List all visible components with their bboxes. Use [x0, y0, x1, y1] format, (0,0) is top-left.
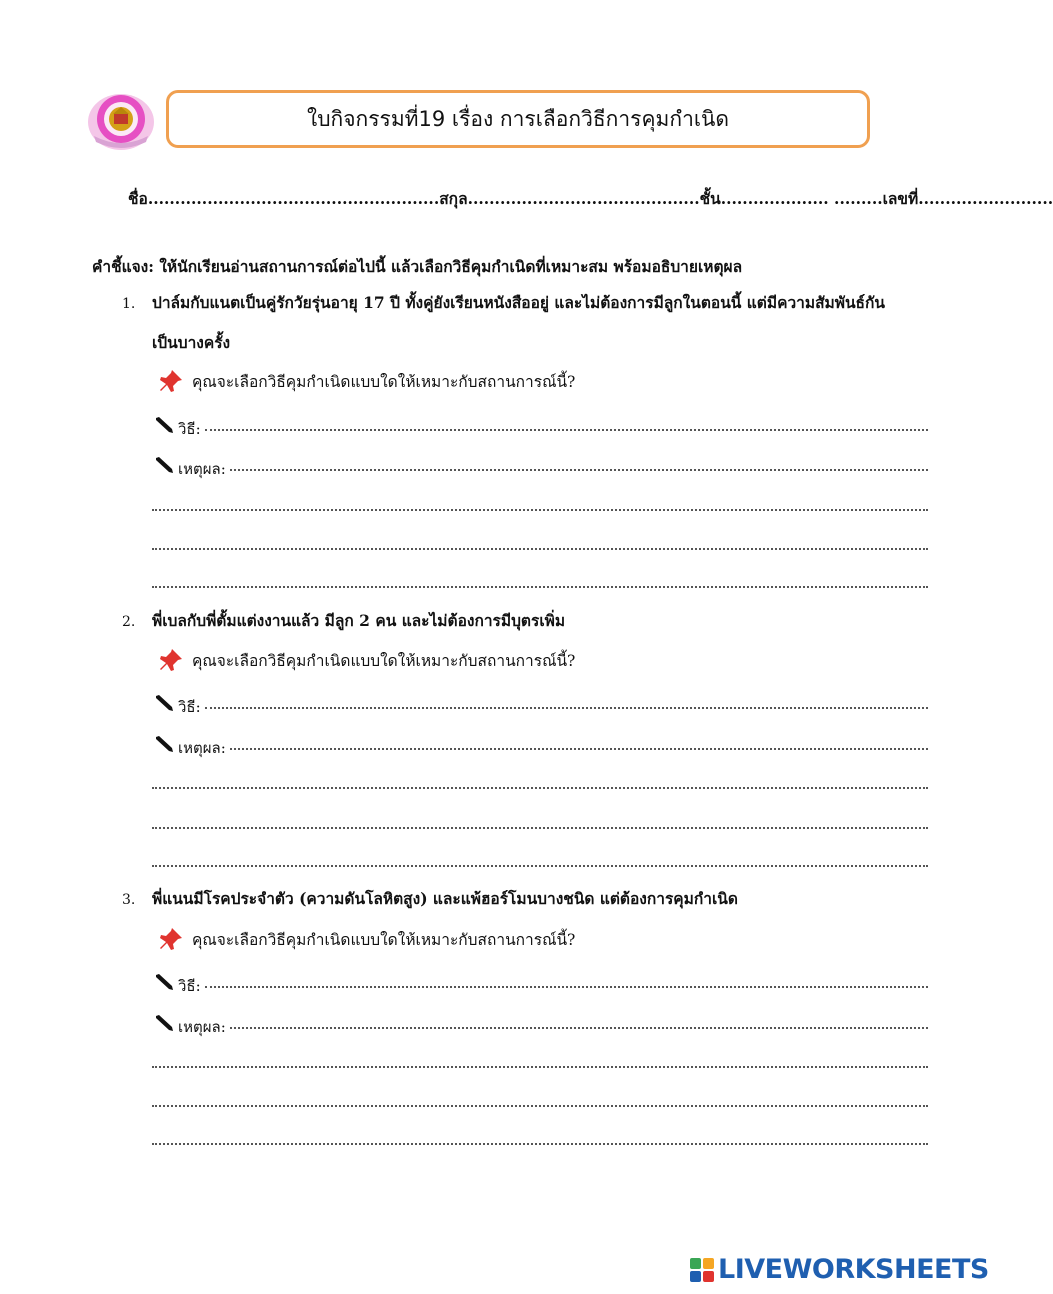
method-answer-line[interactable] [205, 706, 928, 709]
liveworksheets-brand [690, 1254, 989, 1285]
pushpin-icon [158, 368, 184, 394]
brand-text: LIVEWORKSHEETS [718, 1254, 989, 1285]
pencil-icon [154, 1014, 174, 1032]
pencil-icon [154, 456, 174, 474]
instructions: คำชี้แจง: ให้นักเรียนอ่านสถานการณ์ต่อไปนี้ แล้วเลือกวิธีคุมกำเนิดที่เหมาะสม พร้อมอธิบายเหตุผล [92, 257, 743, 276]
reason-field[interactable] [154, 735, 928, 760]
method-field[interactable] [154, 694, 928, 719]
method-label: วิธี: [178, 977, 201, 995]
answer-line[interactable] [152, 508, 928, 511]
reason-label: เหตุผล: [178, 1018, 226, 1036]
reason-answer-line[interactable] [230, 747, 928, 750]
reason-field[interactable] [154, 1014, 928, 1039]
method-label: วิธี: [178, 420, 201, 438]
reason-answer-line[interactable] [230, 1026, 928, 1029]
pencil-icon [154, 735, 174, 753]
answer-line[interactable] [152, 1065, 928, 1068]
school-logo [86, 92, 156, 152]
question-prompt [158, 368, 575, 394]
question-text: พี่เบลกับพี่ตั้มแต่งงานแล้ว มีลูก 2 คน และไม่ต้องการมีบุตรเพิ่ม [152, 611, 566, 630]
question-prompt [158, 926, 575, 952]
prompt-text: คุณจะเลือกวิธีคุมกำเนิดแบบใดให้เหมาะกับสถานการณ์นี้? [192, 372, 576, 391]
pencil-icon [154, 694, 174, 712]
question-prompt [158, 647, 575, 673]
method-answer-line[interactable] [205, 985, 928, 988]
question-2 [122, 602, 942, 641]
title-box [166, 90, 870, 148]
page-title: ใบกิจกรรมที่19 เรื่อง การเลือกวิธีการคุมกำเนิด [306, 106, 730, 131]
method-label: วิธี: [178, 698, 201, 716]
question-1 [122, 284, 942, 323]
answer-line[interactable] [152, 1142, 928, 1145]
answer-line[interactable] [152, 864, 928, 867]
pushpin-icon [158, 647, 184, 673]
method-answer-line[interactable] [205, 428, 928, 431]
pencil-icon [154, 973, 174, 991]
answer-line[interactable] [152, 786, 928, 789]
reason-label: เหตุผล: [178, 739, 226, 757]
question-text-continued: เป็นบางครั้ง [152, 333, 231, 352]
pushpin-icon [158, 926, 184, 952]
question-text: พี่แนนมีโรคประจำตัว (ความดันโลหิตสูง) และแพ้ฮอร์โมนบางชนิด แต่ต้องการคุมกำเนิด [152, 889, 738, 908]
liveworksheets-logo-icon [690, 1258, 714, 1282]
student-info-line[interactable]: ชื่อ......................................................สกุล...........................................ชั้น.................... .........เลขที่......................... [128, 189, 1053, 208]
prompt-text: คุณจะเลือกวิธีคุมกำเนิดแบบใดให้เหมาะกับสถานการณ์นี้? [192, 651, 576, 670]
question-text: ปาล์มกับแนตเป็นคู่รักวัยรุ่นอายุ 17 ปี ทั้งคู่ยังเรียนหนังสืออยู่ และไม่ต้องการมีลูกในตอนนี้ แต่มีความสัมพันธ์กัน [152, 293, 885, 312]
question-number: 1. [122, 296, 136, 312]
answer-line[interactable] [152, 585, 928, 588]
answer-line[interactable] [152, 826, 928, 829]
question-number: 3. [122, 892, 136, 908]
question-3 [122, 880, 942, 919]
method-field[interactable] [154, 416, 928, 441]
answer-line[interactable] [152, 547, 928, 550]
question-number: 2. [122, 614, 136, 630]
pencil-icon [154, 416, 174, 434]
reason-field[interactable] [154, 456, 928, 481]
reason-label: เหตุผล: [178, 460, 226, 478]
reason-answer-line[interactable] [230, 468, 928, 471]
answer-line[interactable] [152, 1104, 928, 1107]
method-field[interactable] [154, 973, 928, 998]
prompt-text: คุณจะเลือกวิธีคุมกำเนิดแบบใดให้เหมาะกับสถานการณ์นี้? [192, 930, 576, 949]
